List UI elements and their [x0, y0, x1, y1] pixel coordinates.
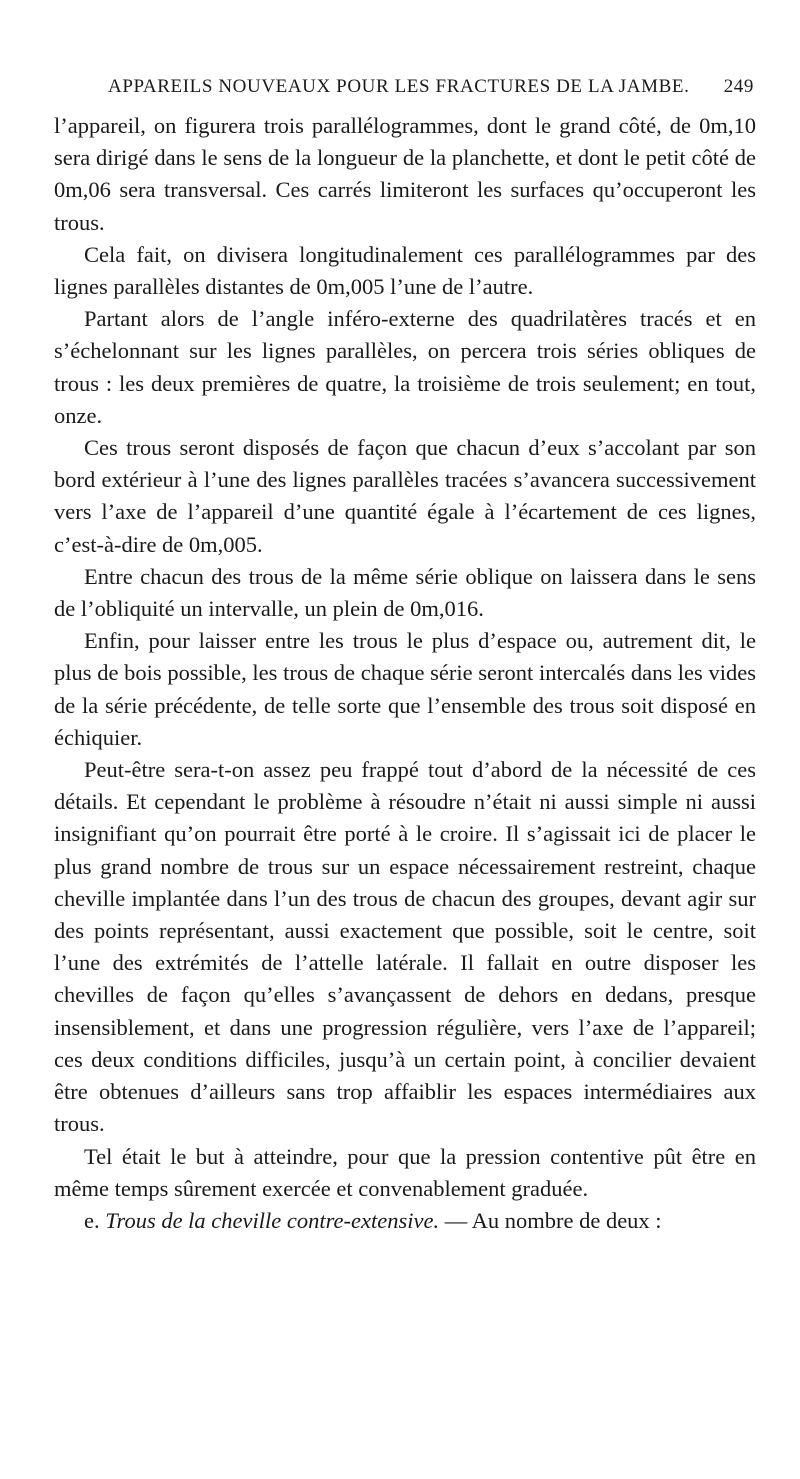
running-head-title: APPAREILS NOUVEAUX POUR LES FRACTURES DE LA JAMBE. [108, 76, 690, 97]
paragraph: Peut-être sera-t-on assez peu frappé tout d’abord de la nécessité de ces détails. Et cependant le problème à résoudre n’était ni aussi simple ni aussi insignifiant qu’on pourrait être porté à le croire. Il s’agissait ici de placer le plus grand nombre de trous sur un espace nécessairement restreint, chaque cheville implantée dans l’un des trous de chacun des groupes, devant agir sur des points représentant, aussi exactement que possible, soit le centre, soit l’une des extrémités de l’attelle latérale. Il fallait en outre disposer les chevilles de façon qu’elles s’avançassent de dehors en dedans, presque insensiblement, et dans une progression régulière, vers l’axe de l’appareil; ces deux conditions difficiles, jusqu’à un certain point, à concilier devaient être obtenues d’ailleurs sans trop affaiblir les espaces intermédiaires aux trous. [54, 757, 756, 1137]
body-text [54, 110, 756, 1237]
running-head [108, 76, 754, 98]
paragraph: Cela fait, on divisera longitudinalement ces parallélogrammes par des lignes parallèles distantes de 0m,005 l’une de l’autre. [54, 241, 756, 300]
paragraph: Partant alors de l’angle inféro-externe des quadrilatères tracés et en s’échelonnant sur les lignes parallèles, on percera trois séries obliques de trous : les deux premières de quatre, la troisième de trois seulement; en tout, onze. [54, 306, 756, 428]
paragraph: l’appareil, on figurera trois parallélogrammes, dont le grand côté, de 0m,10 sera dirigé dans le sens de la longueur de la planchette, et dont le petit côté de 0m,06 sera transversal. Ces carrés limiteront les surfaces qu’occuperont les trous. [54, 113, 756, 235]
paragraph: Ces trous seront disposés de façon que chacun d’eux s’accolant par son bord extérieur à l’une des lignes parallèles tracées s’avancera successivement vers l’axe de l’appareil d’une quantité égale à l’écartement de ces lignes, c’est-à-dire de 0m,005. [54, 435, 756, 557]
paragraph: Enfin, pour laisser entre les trous le plus d’espace ou, autrement dit, le plus de bois possible, les trous de chaque série seront intercalés dans les vides de la série précédente, de telle sorte que l’ensemble des trous soit disposé en échiquier. [54, 628, 756, 750]
paragraph: Tel était le but à atteindre, pour que la pression contentive pût être en même temps sûrement exercée et convenablement graduée. [54, 1143, 756, 1201]
page-number: 249 [723, 76, 754, 97]
section-rest: — Au nombre de deux : [439, 1207, 662, 1233]
section-heading [54, 1205, 756, 1237]
section-title: Trous de la cheville contre-extensive. [105, 1207, 440, 1233]
section-marker: e. [84, 1207, 100, 1233]
paragraph: Entre chacun des trous de la même série oblique on laissera dans le sens de l’obliquité un intervalle, un plein de 0m,016. [54, 563, 756, 622]
